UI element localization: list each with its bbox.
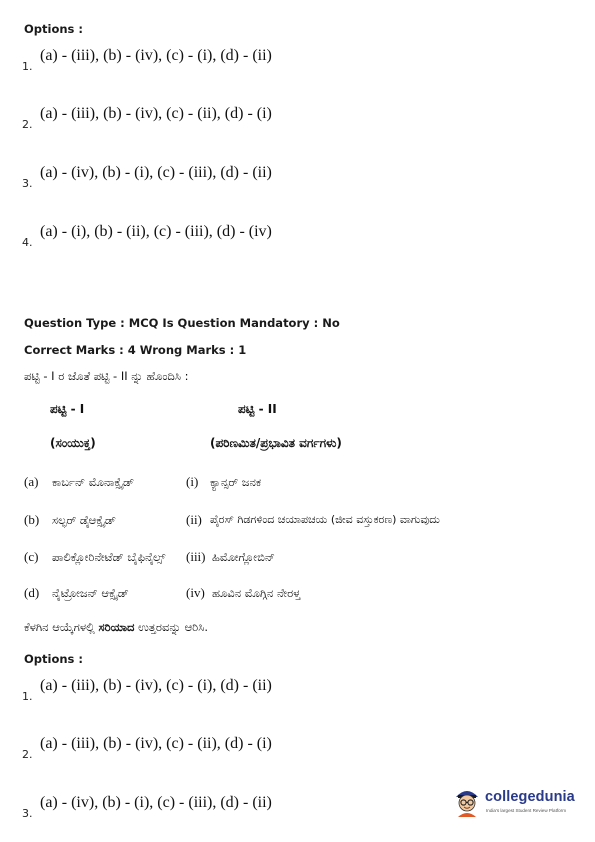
option-number: 1. [22,60,33,73]
option-number: 3. [22,177,33,190]
row-ii-marker: (ii) [186,512,202,527]
option-number: 1. [22,690,33,703]
option-number: 3. [22,807,33,820]
option-text[interactable]: (a) - (iv), (b) - (i), (c) - (iii), (d) - (ii) [40,164,272,181]
student-mascot-icon [452,783,482,819]
logo-wordmark: collegedunia [485,789,575,805]
row-i-effect: ಕ್ಯಾನ್ಸರ್ ಜನಕ [210,475,262,489]
row-a-marker: (a) [24,474,39,489]
logo-tagline: India's largest Student Review Platform [486,808,567,813]
option-number: 2. [22,118,33,131]
select-prefix: ಕೆಳಗಿನ ಆಯ್ಕೆಗಳಲ್ಲಿ [24,620,99,634]
option-text[interactable]: (a) - (iii), (b) - (iv), (c) - (ii), (d) - (i) [40,735,272,752]
question-marks-line: Correct Marks : 4 Wrong Marks : 1 [24,343,247,357]
option-text[interactable]: (a) - (i), (b) - (ii), (c) - (iii), (d) - (iv) [40,223,272,240]
option-number: 4. [22,236,33,249]
question-instruction: ಪಟ್ಟಿ - I ರ ಜೊತೆ ಪಟ್ಟಿ - II ನ್ನು ಹೊಂದಿಸಿ : [24,369,189,383]
question-type-line: Question Type : MCQ Is Question Mandatory : No [24,316,340,330]
row-iii-marker: (iii) [186,549,206,564]
option-text[interactable]: (a) - (iii), (b) - (iv), (c) - (i), (d) - (ii) [40,47,272,64]
row-ii-effect: ಪೈರಸ್ ಗಿಡಗಳಿಂದ ಚಯಾಪಚಯ (ಜೀವ ವಸ್ತುಕರಣ) ವಾಗುವುದು [210,513,440,526]
row-d-marker: (d) [24,585,40,600]
row-c-marker: (c) [24,549,39,564]
row-iii-effect: ಹಿಮೋಗ್ಲೋಬಿನ್ [212,550,275,564]
list1-heading: ಪಟ್ಟಿ - I [50,402,85,416]
bottom-options-heading: Options : [24,652,83,666]
row-b-marker: (b) [24,512,40,527]
row-i-marker: (i) [186,474,199,489]
option-text[interactable]: (a) - (iii), (b) - (iv), (c) - (i), (d) - (ii) [40,677,272,694]
row-d-compound: ನೈಟ್ರೋಜನ್ ಆಕ್ಸೈಡ್ [52,586,129,600]
select-emphasis: ಸರಿಯಾದ [98,620,135,634]
list2-subheading: (ಪರಿಣಮಿತ/ಪ್ರಭಾವಿತ ವರ್ಗಗಳು) [210,436,342,450]
list1-subheading: (ಸಂಯುಕ್ತ) [50,436,96,450]
top-options-heading: Options : [24,22,83,36]
row-c-compound: ಪಾಲಿಕ್ಲೋರಿನೇಟೆಡ್ ಬೈಫಿನೈಲ್ಸ್ [52,550,166,564]
list2-heading: ಪಟ್ಟಿ - II [238,402,277,416]
row-a-compound: ಕಾರ್ಬನ್ ಮೊನಾಕ್ಸೈಡ್ [52,475,135,489]
option-number: 2. [22,748,33,761]
row-iv-effect: ಹೂವಿನ ಮೊಗ್ಗಿನ ನೇರಳ್ತ [212,586,301,600]
row-b-compound: ಸಲ್ಫರ್ ಡೈಆಕ್ಸೈಡ್ [52,513,116,527]
row-iv-marker: (iv) [186,585,205,600]
option-text[interactable]: (a) - (iii), (b) - (iv), (c) - (ii), (d) - (i) [40,105,272,122]
option-text[interactable]: (a) - (iv), (b) - (i), (c) - (iii), (d) - (ii) [40,794,272,811]
select-suffix: ಉತ್ತರವನ್ನು ಆರಿಸಿ. [134,620,209,634]
collegedunia-logo [452,783,588,823]
select-instruction [24,620,208,635]
